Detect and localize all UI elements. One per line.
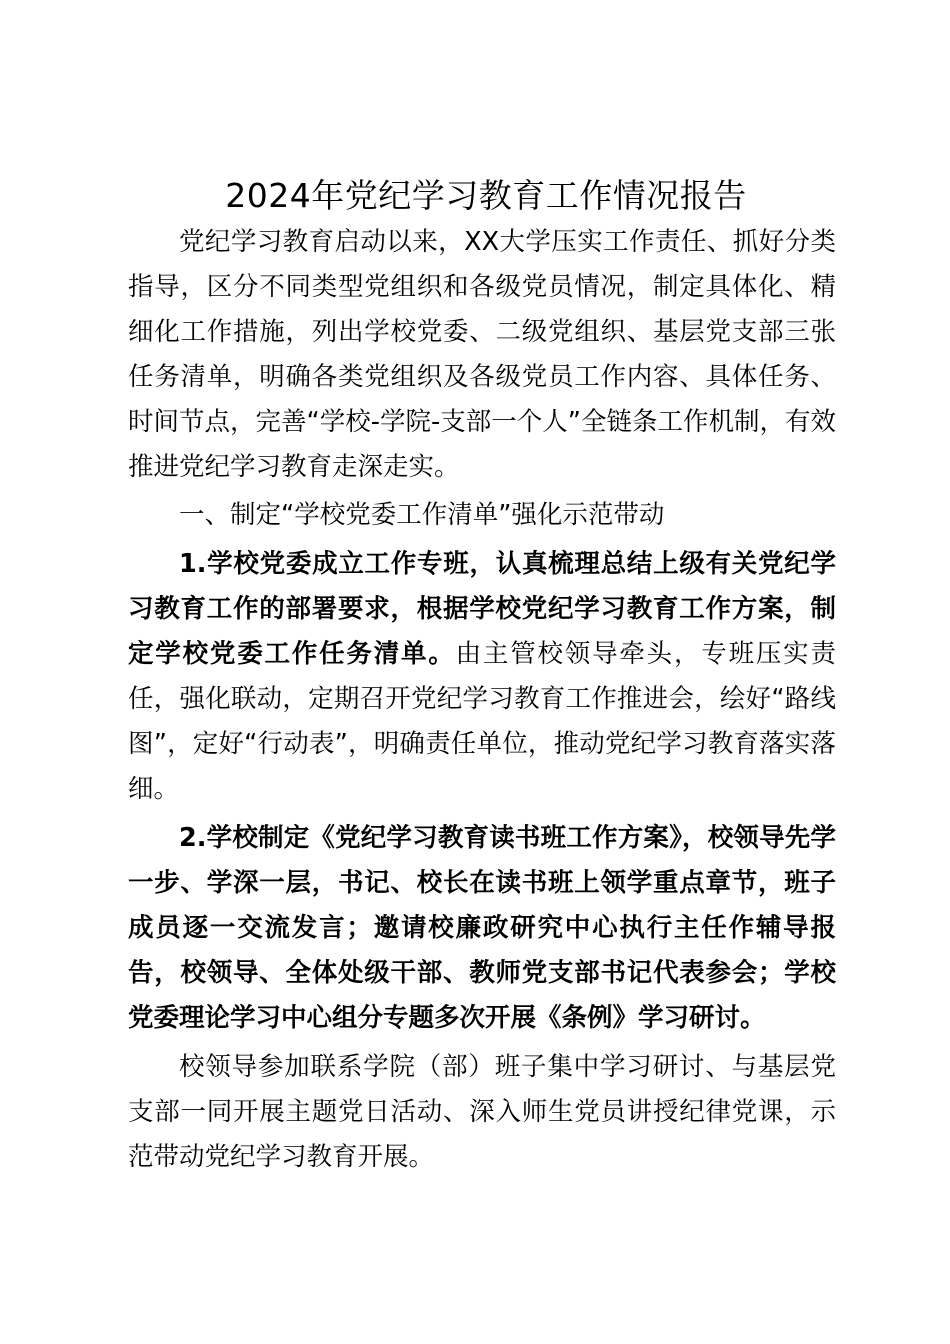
- section-heading-1: 一、制定“学校党委工作清单”强化示范带动: [179, 500, 665, 530]
- intro-paragraph: 党纪学习教育启动以来，XX大学压实工作责任、抓好分类指导，区分不同类型党组织和各级党员情况，制定具体化、精细化工作措施，列出学校党委、二级党组织、基层党支部三张任务清单，明确各类党组织及各级党员工作内容、具体任务、时间节点，完善“学校-学院-支部一个人”全链条工作机制，有效推进党纪学习教育走深走实。: [128, 227, 836, 482]
- item-1-paragraph: [128, 542, 836, 812]
- document-title: 2024年党纪学习教育工作情况报告: [225, 176, 747, 215]
- item-2-paragraph: [128, 816, 836, 1041]
- document-page: [128, 172, 836, 1180]
- item-1-bold-text: 1.学校党委成立工作专班，认真梳理总结上级有关党纪学习教育工作的部署要求，根据学校党纪学习教育工作方案，制定学校党委工作任务清单。: [128, 549, 836, 669]
- closing-paragraph: 校领导参加联系学院（部）班子集中学习研讨、与基层党支部一同开展主题党日活动、深入师生党员讲授纪律党课，示范带动党纪学习教育开展。: [128, 1052, 836, 1172]
- item-1-text: 由主管校领导牵头，专班压实责任，强化联动，定期召开党纪学习教育工作推进会，绘好“路线图”，定好“行动表”，明确责任单位，推动党纪学习教育落实落细。: [128, 639, 836, 804]
- item-2-bold-text: 2.学校制定《党纪学习教育读书班工作方案》，校领导先学一步、学深一层，书记、校长在读书班上领学重点章节，班子成员逐一交流发言；邀请校廉政研究中心执行主任作辅导报告，校领导、全体处级干部、教师党支部书记代表参会；学校党委理论学习中心组分专题多次开展《条例》学习研讨。: [128, 823, 836, 1033]
